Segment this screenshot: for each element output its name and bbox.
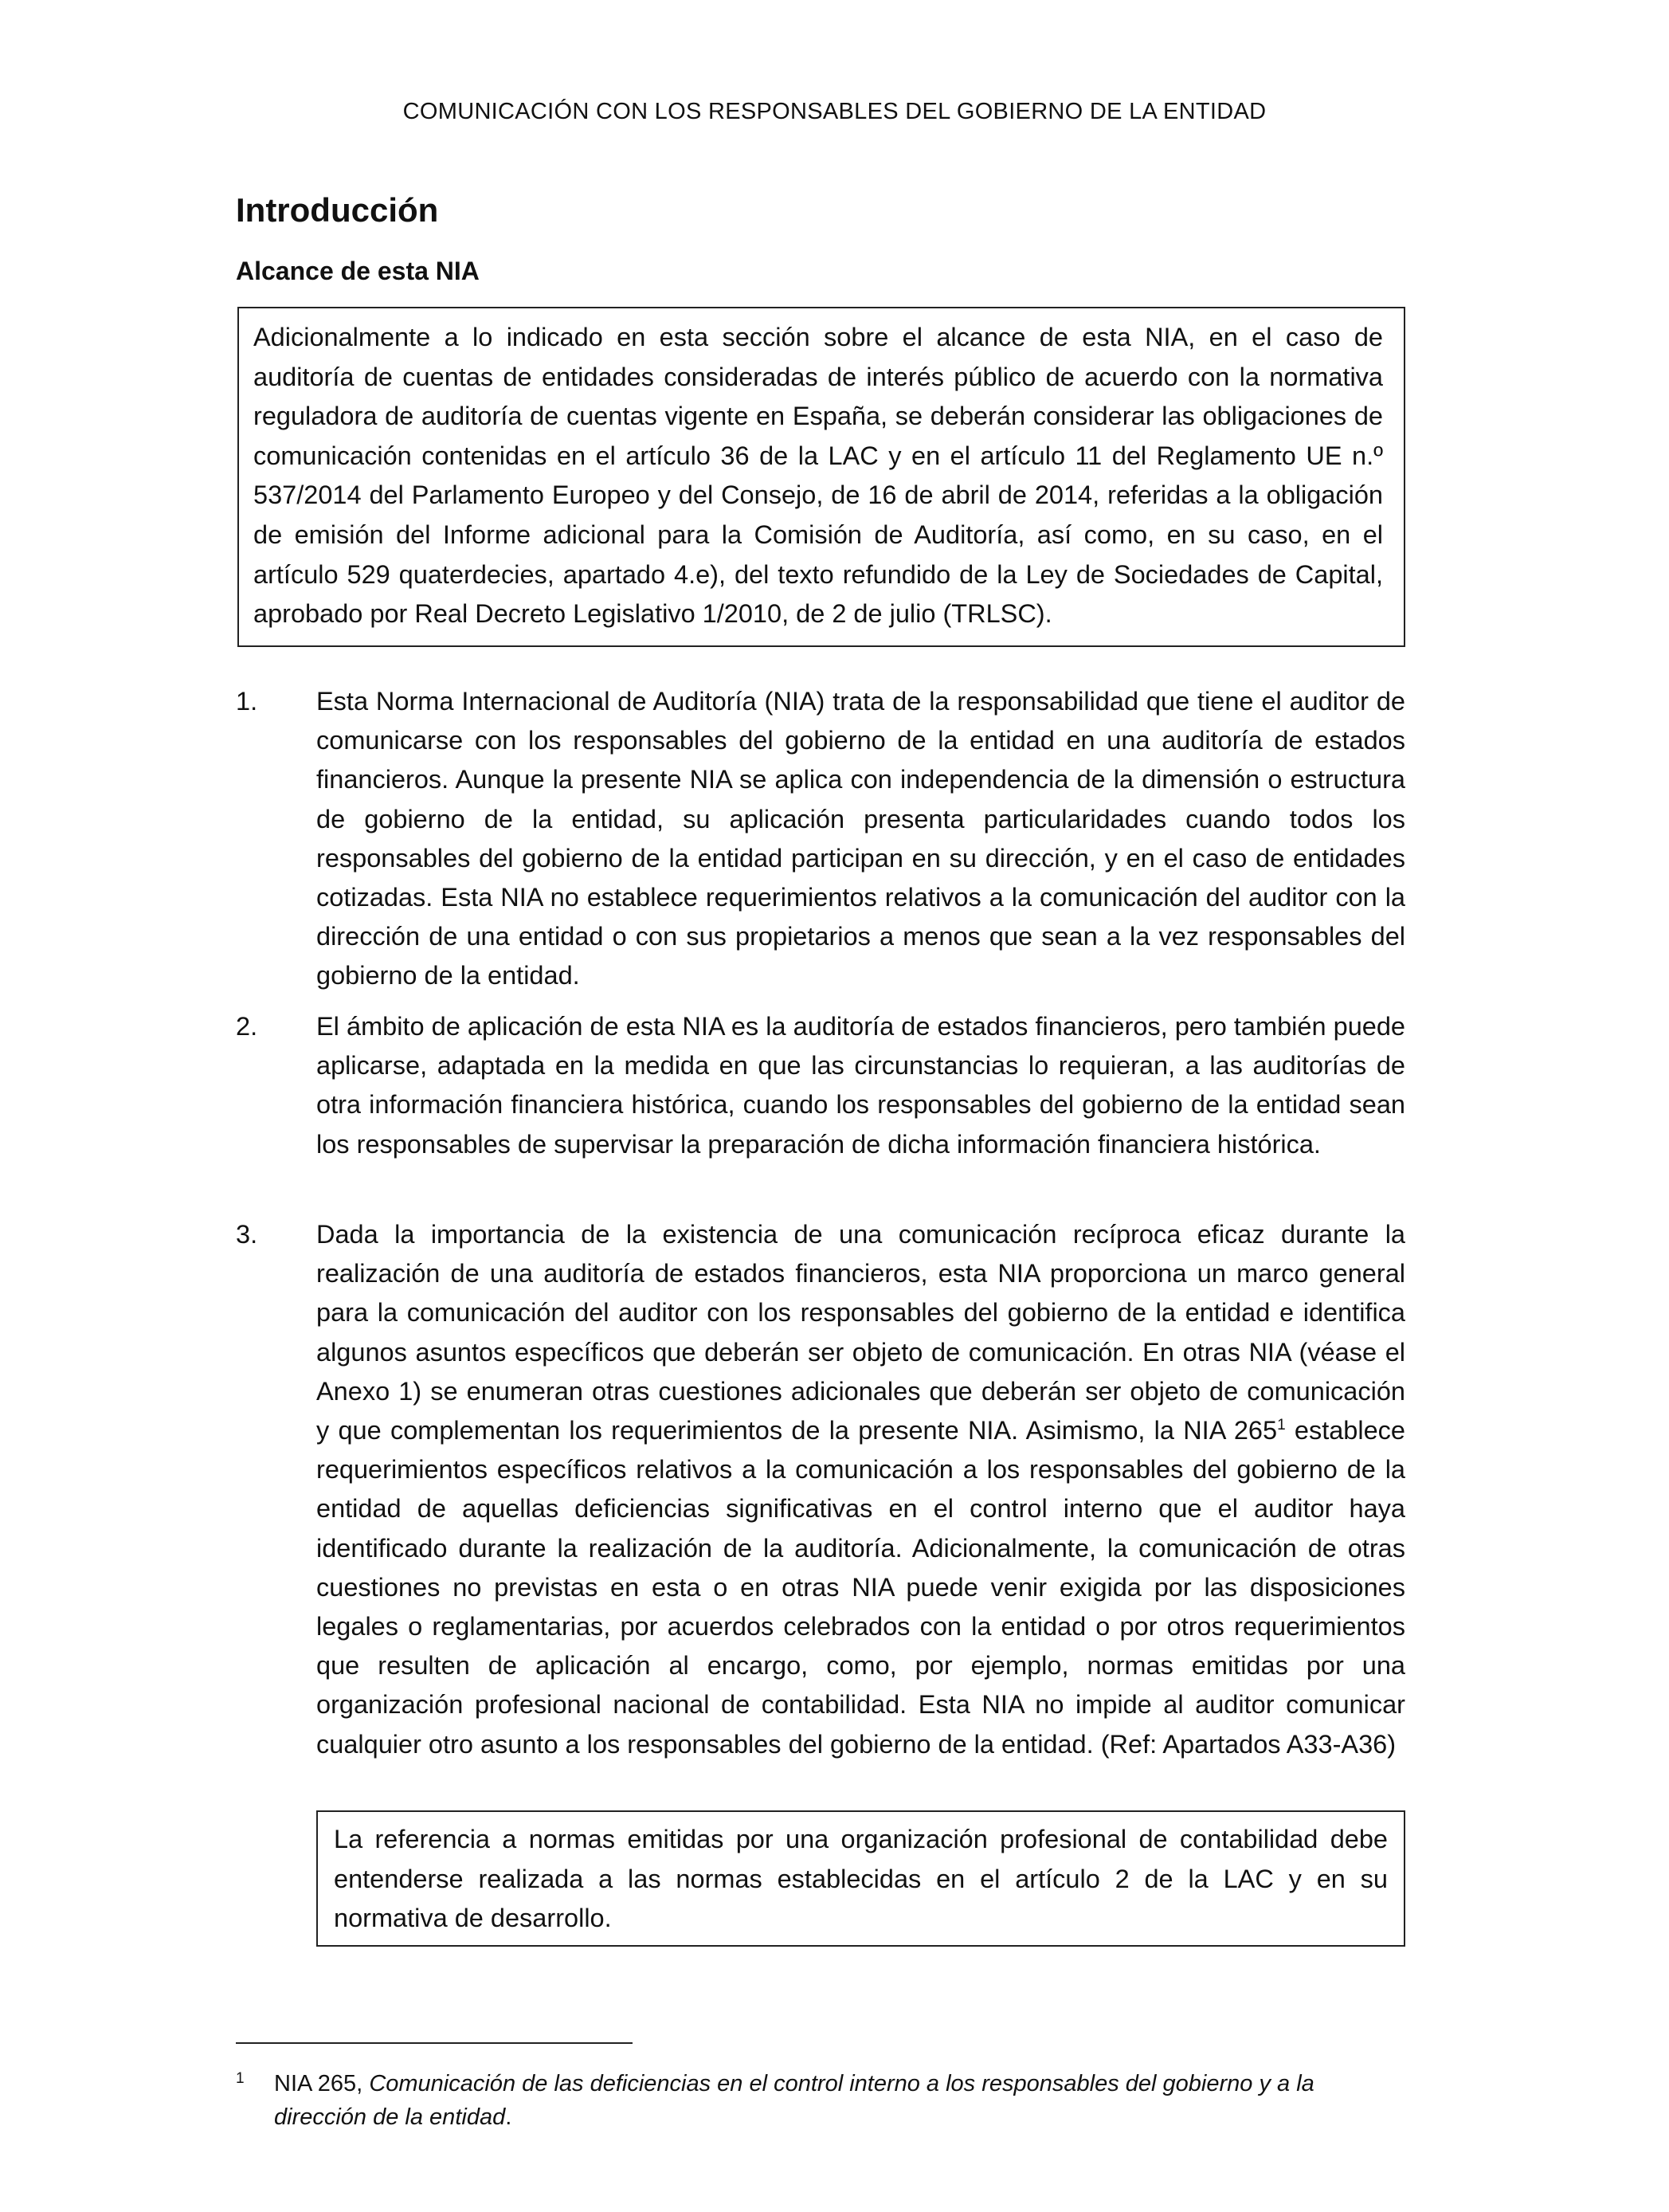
footnote-prefix: NIA 265,: [274, 2071, 370, 2096]
paragraph-number: 1.: [236, 687, 258, 716]
section-heading: Introducción: [236, 191, 439, 229]
footnote-divider: [236, 2042, 633, 2044]
footnote-mark: 1: [236, 2070, 245, 2087]
paragraph-1: [236, 682, 1405, 996]
paragraph-number: 3.: [236, 1220, 258, 1249]
footnote-text: [274, 2067, 1405, 2134]
paragraph-2: [236, 1007, 1405, 1164]
accounting-standards-note-box: La referencia a normas emitidas por una organización profesional de contabilidad debe entenderse realizada a las normas establecidas en el artículo 2 de la LAC y en su normativa de desarrollo.: [316, 1810, 1405, 1947]
paragraph-text: Esta Norma Internacional de Auditoría (NIA) trata de la responsabilidad que tiene el auditor de comunicarse con los responsables del gobierno de la entidad en una auditoría de estados financieros. Aunque la presente NIA se aplica con independencia de la dimensión o estructura de gobierno de la entidad, su aplicación presenta particularidades cuando todos los responsables del gobierno de la entidad participan en su dirección, y en el caso de entidades cotizadas. Esta NIA no establece requerimientos relativos a la comunicación del auditor con la dirección de una entidad o con sus propietarios a menos que sean a la vez responsables del gobierno de la entidad.: [316, 687, 1405, 990]
section-subheading: Alcance de esta NIA: [236, 257, 480, 285]
footnote-reference[interactable]: 1: [1277, 1417, 1286, 1434]
paragraph-text-part-b: establece requerimientos específicos relativos a la comunicación a los responsables del gobierno de la entidad de aquellas deficiencias significativas en el control interno que el auditor haya identificado durante la realización de la auditoría. Adicionalmente, la comunicación de otras cuestiones no previstas en esta o en otras NIA puede venir exigida por las disposiciones legales o reglamentarias, por acuerdos celebrados con la entidad o por otros requerimientos que resulten de aplicación al encargo, como, por ejemplo, normas emitidas por una organización profesional nacional de contabilidad. Esta NIA no impide al auditor comunicar cualquier otro asunto a los responsables del gobierno de la entidad. (Ref: Apartados A33-A36): [316, 1416, 1405, 1759]
footnote: [236, 2067, 1405, 2134]
spain-note-box: Adicionalmente a lo indicado en esta sección sobre el alcance de esta NIA, en el caso de auditoría de cuentas de entidades consideradas de interés público de acuerdo con la normativa reguladora de auditoría de cuentas vigente en España, se deberán considerar las obligaciones de comunicación contenidas en el artículo 36 de la LAC y en el artículo 11 del Reglamento UE n.º 537/2014 del Parlamento Europeo y del Consejo, de 16 de abril de 2014, referidas a la obligación de emisión del Informe adicional para la Comisión de Auditoría, así como, en su caso, en el artículo 529 quaterdecies, apartado 4.e), del texto refundido de la Ley de Sociedades de Capital, aprobado por Real Decreto Legislativo 1/2010, de 2 de julio (TRLSC).: [237, 307, 1405, 647]
paragraph-text: [316, 1215, 1405, 1764]
footnote-title: Comunicación de las deficiencias en el control interno a los responsables del gobierno y a la dirección de la entidad: [274, 2071, 1314, 2130]
paragraph-3: [236, 1215, 1405, 1764]
running-header: COMUNICACIÓN CON LOS RESPONSABLES DEL GOBIERNO DE LA ENTIDAD: [402, 99, 1267, 124]
paragraph-text-part-a: Dada la importancia de la existencia de una comunicación recíproca eficaz durante la realización de una auditoría de estados financieros, esta NIA proporciona un marco general para la comunicación del auditor con los responsables del gobierno de la entidad e identifica algunos asuntos específicos que deberán ser objeto de comunicación. En otras NIA (véase el Anexo 1) se enumeran otras cuestiones adicionales que deberán ser objeto de comunicación y que complementan los requerimientos de la presente NIA. Asimismo, la NIA 265: [316, 1220, 1405, 1445]
paragraph-text: El ámbito de aplicación de esta NIA es la auditoría de estados financieros, pero también puede aplicarse, adaptada en la medida en que las circunstancias lo requieran, a las auditorías de otra información financiera histórica, cuando los responsables del gobierno de la entidad sean los responsables de supervisar la preparación de dicha información financiera histórica.: [316, 1012, 1405, 1159]
footnote-suffix: .: [505, 2104, 512, 2130]
paragraph-number: 2.: [236, 1012, 258, 1041]
